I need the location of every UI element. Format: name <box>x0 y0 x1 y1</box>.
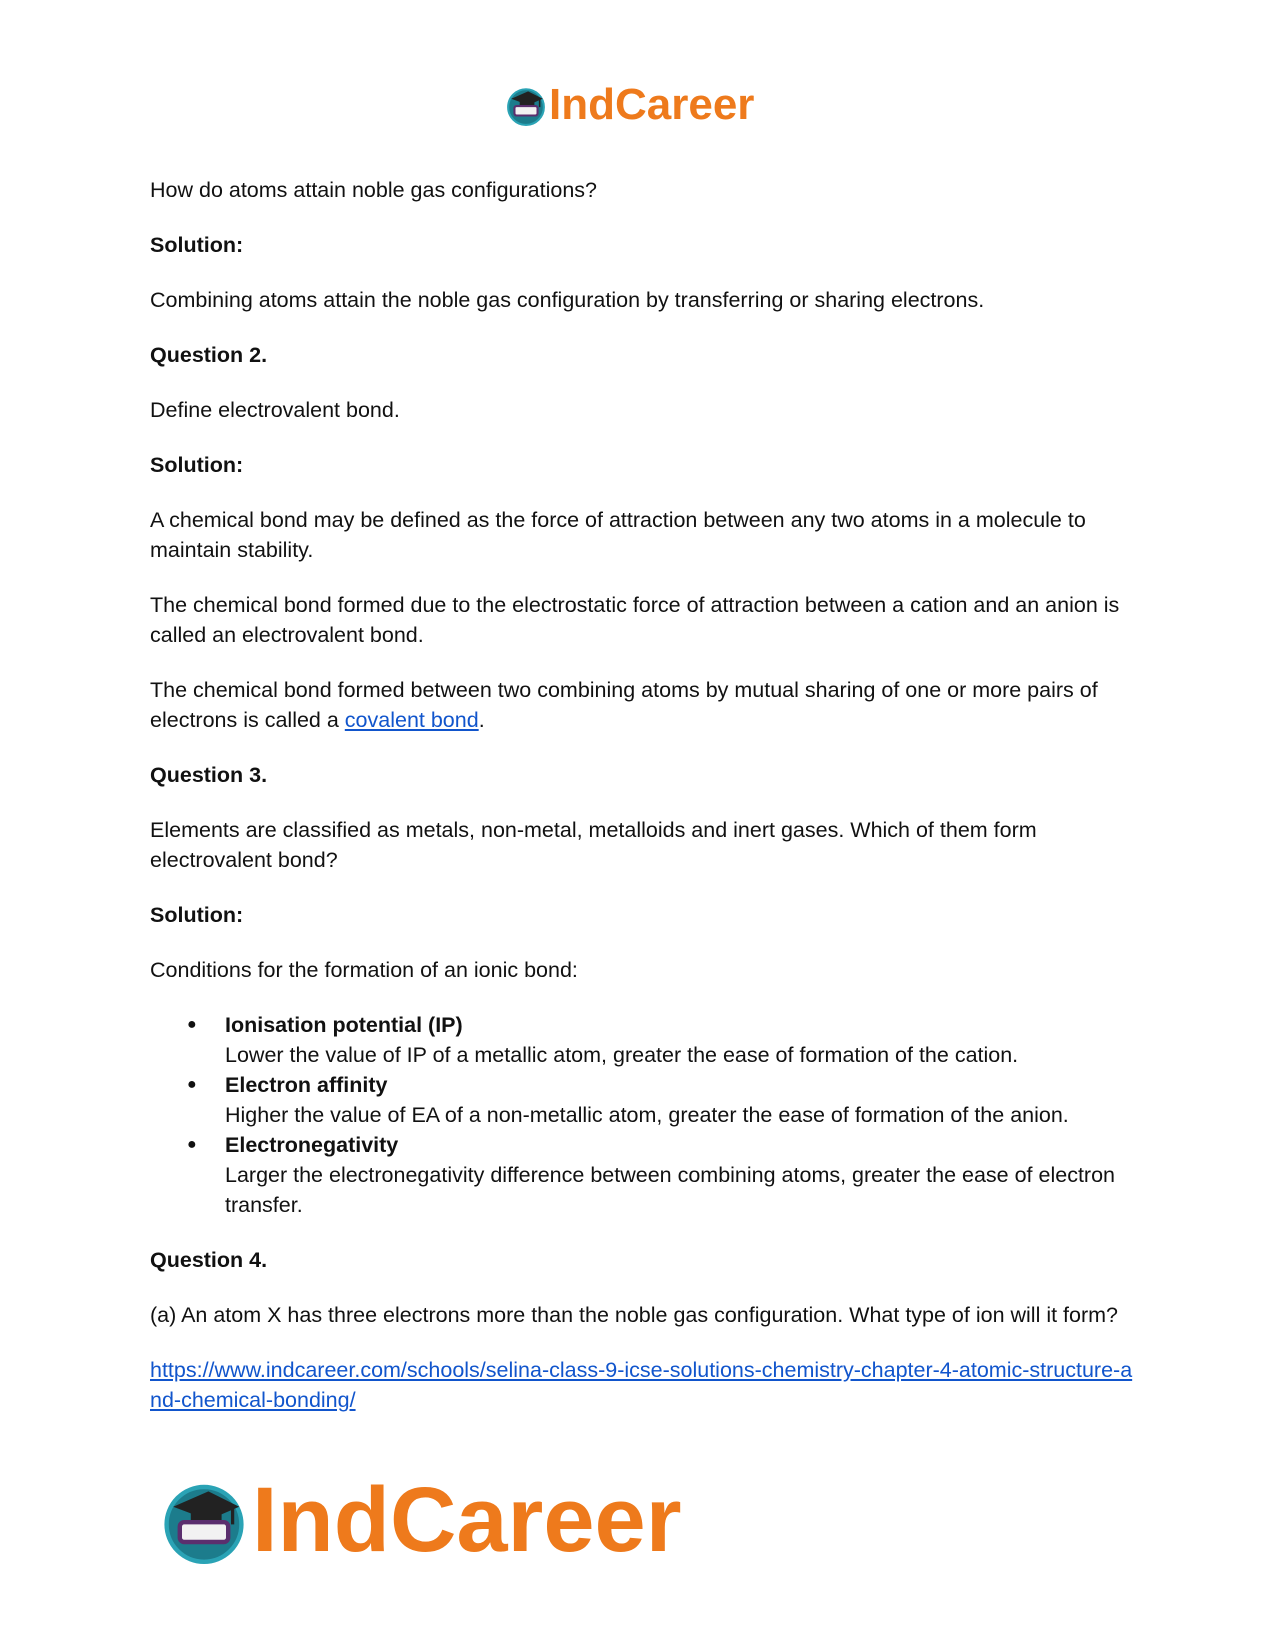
question-3-intro: Conditions for the formation of an ionic bond: <box>150 958 578 982</box>
question-4-label: Question 4. <box>150 1248 268 1272</box>
question-2-para-2: The chemical bond formed due to the electrostatic force of attraction between a cation and an anion is called an electrovalent bond. <box>150 593 1120 647</box>
condition-term: ● Electron affinity <box>225 1073 388 1097</box>
condition-desc: Larger the electronegativity difference between combining atoms, greater the ease of electron transfer. <box>225 1163 1115 1217</box>
condition-desc: Higher the value of EA of a non-metallic atom, greater the ease of formation of the anion. <box>225 1103 1069 1127</box>
solution-label: Solution: <box>150 903 244 927</box>
logo-wordmark: IndCareer <box>252 1469 682 1571</box>
solution-label: Solution: <box>150 453 244 477</box>
list-item <box>225 1070 1135 1130</box>
condition-term: ● Electronegativity <box>225 1133 399 1157</box>
footer-logo <box>160 1470 682 1570</box>
list-item <box>225 1010 1135 1070</box>
question-2-label: Question 2. <box>150 343 268 367</box>
intro-question: How do atoms attain noble gas configurations? <box>150 178 597 202</box>
question-3-text: Elements are classified as metals, non-metal, metalloids and inert gases. Which of them form electrovalent bond? <box>150 818 1037 872</box>
question-3-label: Question 3. <box>150 763 268 787</box>
question-4-text: (a) An atom X has three electrons more than the noble gas configuration. What type of ion will it form? <box>150 1303 1119 1327</box>
covalent-bond-link[interactable]: covalent bond <box>344 708 479 732</box>
document-body <box>150 175 1135 1440</box>
list-item <box>225 1130 1135 1220</box>
question-2-text: Define electrovalent bond. <box>150 398 400 422</box>
logo-wordmark: IndCareer <box>549 80 755 129</box>
question-2-para-3 <box>150 675 1135 735</box>
para-3-prefix: The chemical bond formed between two combining atoms by mutual sharing of one or more pairs of electrons is called a <box>150 678 1098 732</box>
graduation-cap-globe-icon <box>160 1476 248 1564</box>
graduation-cap-globe-icon <box>505 84 547 126</box>
condition-term: ● Ionisation potential (IP) <box>225 1013 463 1037</box>
conditions-list <box>150 1010 1135 1220</box>
header-logo <box>505 80 754 130</box>
question-2-para-1: A chemical bond may be defined as the force of attraction between any two atoms in a molecule to maintain stability. <box>150 508 1086 562</box>
source-url-link[interactable]: https://www.indcareer.com/schools/selina-class-9-icse-solutions-chemistry-chapter-4-atomic-structure-and-chemical-bonding/ <box>150 1358 1133 1412</box>
para-3-suffix: . <box>478 708 485 732</box>
source-url-block <box>150 1355 1135 1415</box>
condition-desc: Lower the value of IP of a metallic atom, greater the ease of formation of the cation. <box>225 1043 1019 1067</box>
solution-label: Solution: <box>150 233 244 257</box>
answer-1: Combining atoms attain the noble gas configuration by transferring or sharing electrons. <box>150 288 985 312</box>
